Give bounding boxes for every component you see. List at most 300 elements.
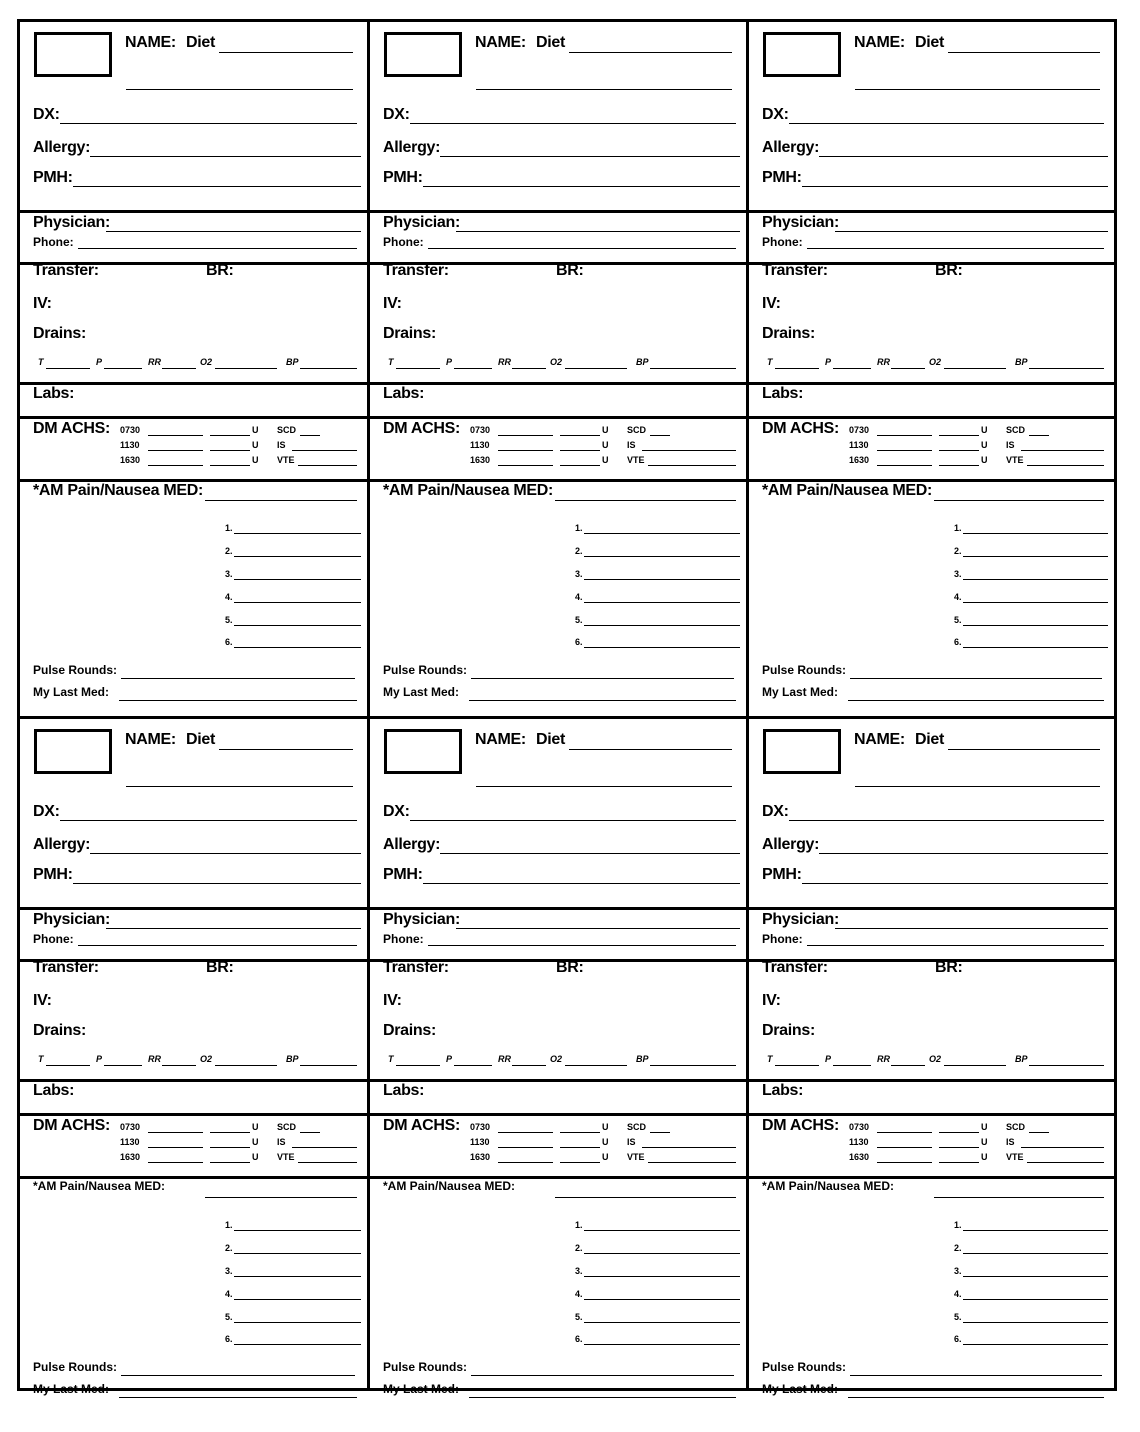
dm-time-1630: 1630	[849, 1152, 870, 1162]
dx-line[interactable]	[410, 820, 736, 821]
physician-line[interactable]	[106, 231, 361, 232]
dm-unit-label-2: U	[981, 1137, 988, 1147]
med-line-2[interactable]	[963, 1253, 1108, 1254]
dm-glucose-line-2[interactable]	[148, 1147, 203, 1148]
med-line-3[interactable]	[963, 579, 1108, 580]
is-line[interactable]	[292, 450, 357, 451]
dm-glucose-line-2[interactable]	[877, 1147, 932, 1148]
med-number-2: 2.	[575, 546, 583, 556]
dm-unit-label-2: U	[602, 440, 609, 450]
patient-info-section	[370, 22, 746, 210]
allergy-line[interactable]	[90, 853, 361, 854]
vital-t-line[interactable]	[775, 368, 819, 369]
allergy-line[interactable]	[90, 156, 361, 157]
dm-glucose-line-2[interactable]	[148, 450, 203, 451]
physician-label: Physician:	[33, 911, 111, 928]
scd-label: SCD	[1006, 425, 1026, 435]
dm-units-line-3[interactable]	[210, 465, 250, 466]
dm-glucose-line-1[interactable]	[498, 435, 553, 436]
dm-time-1130: 1130	[849, 440, 869, 450]
phone-line[interactable]	[78, 945, 357, 946]
vital-rr-label: RR	[877, 357, 890, 367]
dm-glucose-line-3[interactable]	[148, 465, 203, 466]
transfer-label: Transfer:	[33, 959, 99, 976]
dm-glucose-line-1[interactable]	[877, 1132, 932, 1133]
pain-nausea-med-line[interactable]	[934, 1197, 1104, 1198]
transfer-section	[370, 262, 746, 382]
vital-bp-line[interactable]	[300, 1065, 357, 1066]
dm-units-line-3[interactable]	[210, 1162, 250, 1163]
pulse-rounds-line[interactable]	[121, 678, 355, 679]
vte-line[interactable]	[298, 1162, 357, 1163]
vital-t-line[interactable]	[396, 368, 440, 369]
transfer-section	[20, 262, 367, 382]
med-line-1[interactable]	[584, 533, 740, 534]
vital-rr-line[interactable]	[162, 1065, 196, 1066]
dx-line[interactable]	[60, 123, 357, 124]
allergy-line[interactable]	[819, 156, 1108, 157]
vital-p-label: P	[96, 1054, 103, 1064]
pulse-rounds-label: Pulse Rounds:	[33, 663, 118, 677]
room-number-box[interactable]	[34, 729, 112, 774]
dm-units-line-1[interactable]	[560, 1132, 600, 1133]
vital-rr-label: RR	[498, 1054, 511, 1064]
vital-p-line[interactable]	[833, 368, 871, 369]
dm-units-line-3[interactable]	[560, 1162, 600, 1163]
name-diet-line[interactable]	[948, 52, 1100, 53]
name-label: NAME:	[125, 34, 176, 51]
vte-line[interactable]	[648, 1162, 736, 1163]
patient-card-5	[370, 719, 749, 1396]
med-number-4: 4.	[575, 1289, 583, 1299]
scd-line[interactable]	[300, 435, 320, 436]
pmh-line[interactable]	[423, 883, 740, 884]
vital-o2-line[interactable]	[565, 368, 627, 369]
med-line-2[interactable]	[584, 556, 740, 557]
dm-units-line-2[interactable]	[560, 1147, 600, 1148]
iv-label: IV:	[383, 295, 402, 312]
name-second-line[interactable]	[126, 89, 353, 90]
med-number-2: 2.	[575, 1243, 583, 1253]
br-label: BR:	[556, 262, 584, 279]
is-line[interactable]	[292, 1147, 357, 1148]
labs-label: Labs:	[33, 385, 75, 402]
allergy-label: Allergy:	[762, 836, 820, 853]
med-line-6[interactable]	[963, 647, 1108, 648]
med-number-5: 5.	[575, 1312, 583, 1322]
pulse-rounds-label: Pulse Rounds:	[33, 1360, 118, 1374]
physician-line[interactable]	[106, 928, 361, 929]
scd-line[interactable]	[1029, 435, 1049, 436]
patient-card-1	[20, 22, 370, 719]
med-number-5: 5.	[954, 1312, 962, 1322]
dm-units-line-2[interactable]	[939, 1147, 979, 1148]
allergy-label: Allergy:	[33, 836, 91, 853]
vital-p-line[interactable]	[454, 368, 492, 369]
dm-glucose-line-3[interactable]	[148, 1162, 203, 1163]
pulse-rounds-line[interactable]	[850, 678, 1102, 679]
name-second-line[interactable]	[476, 786, 732, 787]
med-line-5[interactable]	[584, 625, 740, 626]
dm-achs-label: DM ACHS:	[762, 1117, 839, 1134]
transfer-label: Transfer:	[762, 959, 828, 976]
my-last-med-label: My Last Med:	[383, 685, 460, 699]
pulse-rounds-line[interactable]	[850, 1375, 1102, 1376]
pmh-label: PMH:	[762, 169, 802, 186]
iv-label: IV:	[33, 295, 52, 312]
vital-rr-line[interactable]	[512, 1065, 546, 1066]
med-line-6[interactable]	[234, 647, 361, 648]
allergy-line[interactable]	[440, 853, 740, 854]
allergy-label: Allergy:	[762, 139, 820, 156]
vital-p-label: P	[446, 357, 453, 367]
vte-line[interactable]	[648, 465, 736, 466]
med-line-4[interactable]	[584, 602, 740, 603]
dm-units-line-3[interactable]	[939, 465, 979, 466]
pain-nausea-med-line[interactable]	[555, 500, 736, 501]
diet-label: Diet	[536, 34, 566, 51]
med-line-3[interactable]	[234, 579, 361, 580]
pain-nausea-med-line[interactable]	[555, 1197, 736, 1198]
vital-rr-line[interactable]	[891, 1065, 925, 1066]
phone-line[interactable]	[807, 945, 1104, 946]
vte-line[interactable]	[1027, 1162, 1104, 1163]
dm-units-line-3[interactable]	[560, 465, 600, 466]
vital-p-line[interactable]	[833, 1065, 871, 1066]
iv-label: IV:	[383, 992, 402, 1009]
med-line-1[interactable]	[234, 1230, 361, 1231]
vital-o2-line[interactable]	[215, 1065, 277, 1066]
vital-bp-label: BP	[286, 1054, 299, 1064]
vital-rr-label: RR	[148, 1054, 161, 1064]
med-line-4[interactable]	[963, 602, 1108, 603]
vital-rr-label: RR	[877, 1054, 890, 1064]
dm-glucose-line-3[interactable]	[498, 1162, 553, 1163]
vital-bp-label: BP	[636, 1054, 649, 1064]
my-last-med-line[interactable]	[119, 700, 357, 701]
dm-glucose-line-3[interactable]	[498, 465, 553, 466]
vital-t-line[interactable]	[46, 1065, 90, 1066]
vital-bp-line[interactable]	[650, 368, 736, 369]
dm-unit-label-3: U	[252, 1152, 259, 1162]
dm-glucose-line-2[interactable]	[498, 1147, 553, 1148]
name-diet-line[interactable]	[219, 749, 353, 750]
med-line-2[interactable]	[234, 556, 361, 557]
vte-label: VTE	[1006, 1152, 1024, 1162]
physician-line[interactable]	[835, 231, 1108, 232]
pain-nausea-med-line[interactable]	[205, 500, 357, 501]
br-label: BR:	[206, 959, 234, 976]
patient-info-section	[749, 22, 1114, 210]
dm-glucose-line-3[interactable]	[877, 1162, 932, 1163]
pulse-rounds-line[interactable]	[471, 678, 734, 679]
my-last-med-line[interactable]	[848, 700, 1104, 701]
my-last-med-line[interactable]	[469, 700, 736, 701]
is-line[interactable]	[1021, 1147, 1104, 1148]
physician-section	[749, 210, 1114, 262]
pmh-label: PMH:	[33, 866, 73, 883]
vital-t-label: T	[388, 1054, 394, 1064]
phone-line[interactable]	[428, 945, 736, 946]
dm-time-0730: 0730	[849, 1122, 870, 1132]
vital-o2-line[interactable]	[215, 368, 277, 369]
dm-glucose-line-1[interactable]	[148, 1132, 203, 1133]
vital-bp-line[interactable]	[300, 368, 357, 369]
vital-t-line[interactable]	[46, 368, 90, 369]
medications-section	[20, 1176, 367, 1396]
my-last-med-line[interactable]	[848, 1397, 1104, 1398]
dm-glucose-line-2[interactable]	[877, 450, 932, 451]
med-line-1[interactable]	[584, 1230, 740, 1231]
phone-label: Phone:	[383, 235, 424, 249]
vital-t-label: T	[767, 1054, 773, 1064]
patient-info-section	[749, 719, 1114, 907]
drains-label: Drains:	[33, 325, 87, 342]
med-number-1: 1.	[954, 1220, 962, 1230]
vital-bp-label: BP	[636, 357, 649, 367]
physician-line[interactable]	[456, 231, 740, 232]
med-line-6[interactable]	[584, 1344, 740, 1345]
labs-section	[20, 382, 367, 416]
dx-line[interactable]	[60, 820, 357, 821]
dm-glucose-line-1[interactable]	[877, 435, 932, 436]
physician-line[interactable]	[456, 928, 740, 929]
med-number-5: 5.	[954, 615, 962, 625]
vital-rr-line[interactable]	[891, 368, 925, 369]
med-number-1: 1.	[575, 523, 583, 533]
dx-label: DX:	[33, 106, 60, 123]
pain-nausea-med-label: *AM Pain/Nausea MED:	[383, 482, 554, 499]
br-label: BR:	[935, 959, 963, 976]
pulse-rounds-line[interactable]	[471, 1375, 734, 1376]
med-line-2[interactable]	[584, 1253, 740, 1254]
dm-units-line-1[interactable]	[560, 435, 600, 436]
pmh-label: PMH:	[383, 169, 423, 186]
dm-glucose-line-1[interactable]	[148, 435, 203, 436]
name-diet-line[interactable]	[569, 749, 732, 750]
pulse-rounds-label: Pulse Rounds:	[762, 663, 847, 677]
room-number-box[interactable]	[384, 729, 462, 774]
dm-time-1130: 1130	[470, 440, 490, 450]
dm-unit-label-2: U	[252, 1137, 259, 1147]
room-number-box[interactable]	[763, 729, 841, 774]
room-number-box[interactable]	[763, 32, 841, 77]
dm-units-line-2[interactable]	[939, 450, 979, 451]
med-line-4[interactable]	[234, 1299, 361, 1300]
vte-label: VTE	[1006, 455, 1024, 465]
my-last-med-line[interactable]	[469, 1397, 736, 1398]
dm-units-line-2[interactable]	[210, 450, 250, 451]
med-line-2[interactable]	[234, 1253, 361, 1254]
vital-t-label: T	[388, 357, 394, 367]
dm-units-line-1[interactable]	[939, 435, 979, 436]
med-number-3: 3.	[954, 569, 962, 579]
diet-label: Diet	[915, 34, 945, 51]
name-second-line[interactable]	[855, 786, 1100, 787]
scd-line[interactable]	[650, 435, 670, 436]
physician-label: Physician:	[383, 911, 461, 928]
vital-rr-line[interactable]	[162, 368, 196, 369]
med-line-5[interactable]	[584, 1322, 740, 1323]
is-line[interactable]	[642, 1147, 736, 1148]
scd-line[interactable]	[1029, 1132, 1049, 1133]
is-label: IS	[1006, 440, 1015, 450]
scd-line[interactable]	[300, 1132, 320, 1133]
patient-card-4	[20, 719, 370, 1396]
allergy-label: Allergy:	[33, 139, 91, 156]
dx-line[interactable]	[410, 123, 736, 124]
dm-units-line-2[interactable]	[560, 450, 600, 451]
med-line-2[interactable]	[963, 556, 1108, 557]
vital-bp-label: BP	[1015, 1054, 1028, 1064]
med-line-1[interactable]	[963, 533, 1108, 534]
phone-label: Phone:	[33, 932, 74, 946]
scd-label: SCD	[1006, 1122, 1026, 1132]
pain-nausea-med-line[interactable]	[205, 1197, 357, 1198]
med-line-4[interactable]	[963, 1299, 1108, 1300]
med-number-6: 6.	[575, 1334, 583, 1344]
vital-t-line[interactable]	[396, 1065, 440, 1066]
dx-line[interactable]	[789, 123, 1104, 124]
name-second-line[interactable]	[476, 89, 732, 90]
dm-glucose-line-3[interactable]	[877, 465, 932, 466]
med-line-6[interactable]	[234, 1344, 361, 1345]
physician-section	[370, 210, 746, 262]
vital-p-label: P	[825, 1054, 832, 1064]
vital-o2-line[interactable]	[565, 1065, 627, 1066]
diet-label: Diet	[536, 731, 566, 748]
pmh-label: PMH:	[33, 169, 73, 186]
med-line-5[interactable]	[963, 1322, 1108, 1323]
med-number-6: 6.	[225, 637, 233, 647]
pmh-line[interactable]	[73, 186, 361, 187]
dm-unit-label-1: U	[981, 1122, 988, 1132]
name-label: NAME:	[854, 34, 905, 51]
br-label: BR:	[206, 262, 234, 279]
dm-time-1630: 1630	[470, 455, 491, 465]
name-second-line[interactable]	[855, 89, 1100, 90]
phone-line[interactable]	[807, 248, 1104, 249]
pulse-rounds-line[interactable]	[121, 1375, 355, 1376]
dm-units-line-1[interactable]	[210, 435, 250, 436]
is-line[interactable]	[1021, 450, 1104, 451]
dm-units-line-2[interactable]	[210, 1147, 250, 1148]
scd-label: SCD	[627, 1122, 647, 1132]
dm-unit-label-1: U	[252, 425, 259, 435]
vital-p-label: P	[825, 357, 832, 367]
vital-p-line[interactable]	[104, 1065, 142, 1066]
med-line-3[interactable]	[234, 1276, 361, 1277]
vital-bp-line[interactable]	[1029, 368, 1104, 369]
med-line-5[interactable]	[234, 1322, 361, 1323]
pmh-line[interactable]	[802, 186, 1108, 187]
physician-line[interactable]	[835, 928, 1108, 929]
vital-p-line[interactable]	[104, 368, 142, 369]
vital-p-line[interactable]	[454, 1065, 492, 1066]
physician-section	[20, 210, 367, 262]
phone-label: Phone:	[762, 932, 803, 946]
pain-nausea-med-label: *AM Pain/Nausea MED:	[33, 482, 204, 499]
med-line-3[interactable]	[963, 1276, 1108, 1277]
dm-glucose-line-1[interactable]	[498, 1132, 553, 1133]
dx-line[interactable]	[789, 820, 1104, 821]
allergy-label: Allergy:	[383, 139, 441, 156]
vte-line[interactable]	[298, 465, 357, 466]
dm-time-1630: 1630	[120, 455, 141, 465]
is-label: IS	[277, 1137, 286, 1147]
labs-label: Labs:	[33, 1082, 75, 1099]
dm-achs-section	[20, 416, 367, 479]
room-number-box[interactable]	[384, 32, 462, 77]
dm-achs-section	[749, 1113, 1114, 1176]
dm-time-0730: 0730	[849, 425, 870, 435]
dx-label: DX:	[383, 106, 410, 123]
med-line-5[interactable]	[234, 625, 361, 626]
med-line-3[interactable]	[584, 579, 740, 580]
pmh-line[interactable]	[802, 883, 1108, 884]
room-number-box[interactable]	[34, 32, 112, 77]
vital-o2-line[interactable]	[944, 368, 1006, 369]
my-last-med-label: My Last Med:	[33, 1382, 110, 1396]
name-diet-line[interactable]	[948, 749, 1100, 750]
med-line-4[interactable]	[234, 602, 361, 603]
med-line-6[interactable]	[963, 1344, 1108, 1345]
dm-units-line-3[interactable]	[939, 1162, 979, 1163]
allergy-line[interactable]	[819, 853, 1108, 854]
phone-line[interactable]	[78, 248, 357, 249]
med-line-6[interactable]	[584, 647, 740, 648]
name-label: NAME:	[475, 731, 526, 748]
scd-line[interactable]	[650, 1132, 670, 1133]
dm-glucose-line-2[interactable]	[498, 450, 553, 451]
iv-label: IV:	[762, 295, 781, 312]
allergy-line[interactable]	[440, 156, 740, 157]
pmh-line[interactable]	[423, 186, 740, 187]
dm-units-line-1[interactable]	[210, 1132, 250, 1133]
med-line-4[interactable]	[584, 1299, 740, 1300]
med-number-6: 6.	[954, 637, 962, 647]
vital-rr-line[interactable]	[512, 368, 546, 369]
medications-section	[370, 479, 746, 716]
vital-bp-line[interactable]	[1029, 1065, 1104, 1066]
vital-o2-line[interactable]	[944, 1065, 1006, 1066]
phone-line[interactable]	[428, 248, 736, 249]
is-line[interactable]	[642, 450, 736, 451]
med-line-5[interactable]	[963, 625, 1108, 626]
vital-bp-line[interactable]	[650, 1065, 736, 1066]
dm-units-line-1[interactable]	[939, 1132, 979, 1133]
med-line-1[interactable]	[234, 533, 361, 534]
dx-label: DX:	[33, 803, 60, 820]
my-last-med-line[interactable]	[119, 1397, 357, 1398]
name-diet-line[interactable]	[569, 52, 732, 53]
pulse-rounds-label: Pulse Rounds:	[383, 663, 468, 677]
med-line-1[interactable]	[963, 1230, 1108, 1231]
pain-nausea-med-line[interactable]	[934, 500, 1104, 501]
drains-label: Drains:	[762, 325, 816, 342]
transfer-label: Transfer:	[383, 262, 449, 279]
drains-label: Drains:	[33, 1022, 87, 1039]
dm-time-0730: 0730	[470, 1122, 491, 1132]
vte-line[interactable]	[1027, 465, 1104, 466]
name-diet-line[interactable]	[219, 52, 353, 53]
labs-section	[370, 382, 746, 416]
vital-t-line[interactable]	[775, 1065, 819, 1066]
med-line-3[interactable]	[584, 1276, 740, 1277]
name-second-line[interactable]	[126, 786, 353, 787]
pmh-line[interactable]	[73, 883, 361, 884]
name-label: NAME:	[125, 731, 176, 748]
